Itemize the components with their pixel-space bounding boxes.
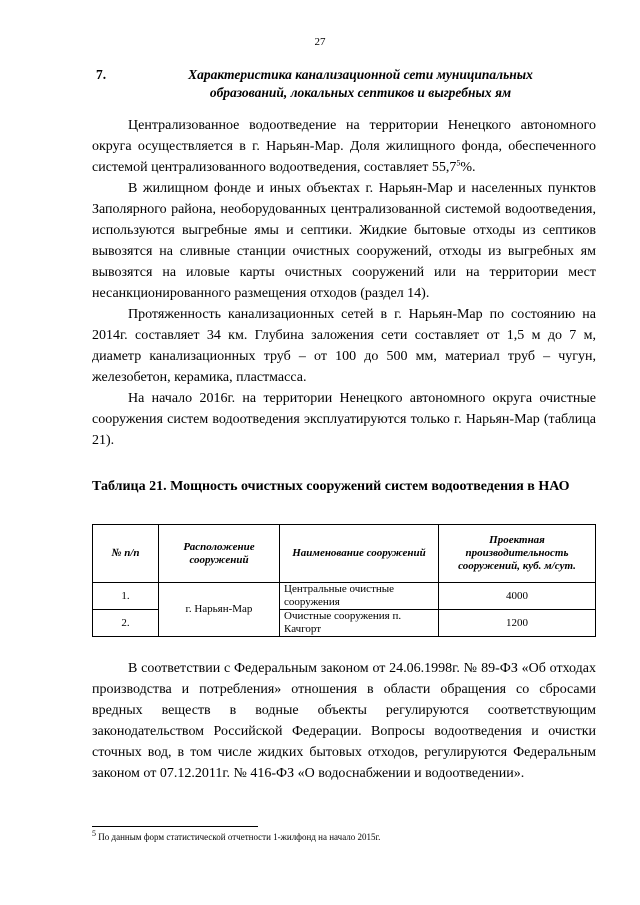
table-caption: Таблица 21. Мощность очистных сооружений систем водоотведения в НАО [92,479,570,494]
paragraph-text-tail: %. [460,160,476,175]
footnote-divider [92,826,258,827]
table-row [93,583,596,610]
paragraph: Протяженность канализационных сетей в г. Нарьян-Мар по состоянию на 2014г. составляет 34 км. Глубина заложения сети составляет от 1,5 м до 7 м, диаметр канализационных труб – от 100 до 500 мм, материал труб – чугун, железобетон, керамика, пластмасса. [92,307,596,385]
header-name: Наименование сооружений [280,525,439,583]
page-number: 27 [314,36,326,48]
paragraph: В соответствии с Федеральным законом от 24.06.1998г. № 89-ФЗ «Об отходах производства и потребления» отношения в области обращения со сбросами вредных веществ в водные объекты регулируются соответствующим законодательством Российской Федерации. Вопросы водоотведения и очистки сточных вод, в том числе жидких бытовых отходов, регулируются Федеральным законом от 07.12.2011г. № 416-ФЗ «О водоснабжении и водоотведении». [92,661,596,781]
capacity-table [92,524,596,637]
paragraph [92,115,596,178]
cell-name: Центральные очистные сооружения [280,583,439,610]
section-title: Характеристика канализационной сети муниципальных образований, локальных септиков и выгребных ям [188,67,533,100]
table-header-row [93,525,596,583]
paragraph-text: Централизованное водоотведение на территории Ненецкого автономного округа осуществляется в г. Нарьян-Мар. Доля жилищного фонда, обеспеченного системой централизованного водоотведения, составляет 55,7 [92,118,596,175]
footnote-ref[interactable]: 5 [456,158,461,168]
footnote-text: По данным форм статистической отчетности 1-жилфонд на начало 2015г. [98,832,381,842]
body-text-bottom [92,658,596,784]
header-location: Расположение сооружений [159,525,280,583]
cell-capacity: 4000 [439,583,596,610]
footnote-mark: 5 [92,829,96,838]
header-capacity: Проектная производительность сооружений, куб. м/сут. [439,525,596,583]
body-text-top [92,115,596,451]
cell-num: 1. [93,583,159,610]
footnote [92,831,596,843]
cell-name: Очистные сооружения п. Качгорт [280,610,439,637]
paragraph: На начало 2016г. на территории Ненецкого автономного округа очистные сооружения систем водоотведения эксплуатируются только г. Нарьян-Мар (таблица 21). [92,391,596,448]
paragraph: В жилищном фонде и иных объектах г. Нарьян-Мар и населенных пунктов Заполярного района, необорудованных централизованной системой водоотведения, используются выгребные ямы и септики. Жидкие бытовые отходы из септиков вывозятся на сливные станции очистных сооружений, отходы из выгребных ям вывозятся на иловые карты очистных сооружений или на территории мест несанкционированного размещения отходов (раздел 14). [92,181,596,301]
cell-capacity: 1200 [439,610,596,637]
header-num: № п/п [93,525,159,583]
cell-num: 2. [93,610,159,637]
section-heading [96,66,596,102]
cell-location: г. Нарьян-Мар [159,583,280,637]
section-number: 7. [96,67,107,82]
